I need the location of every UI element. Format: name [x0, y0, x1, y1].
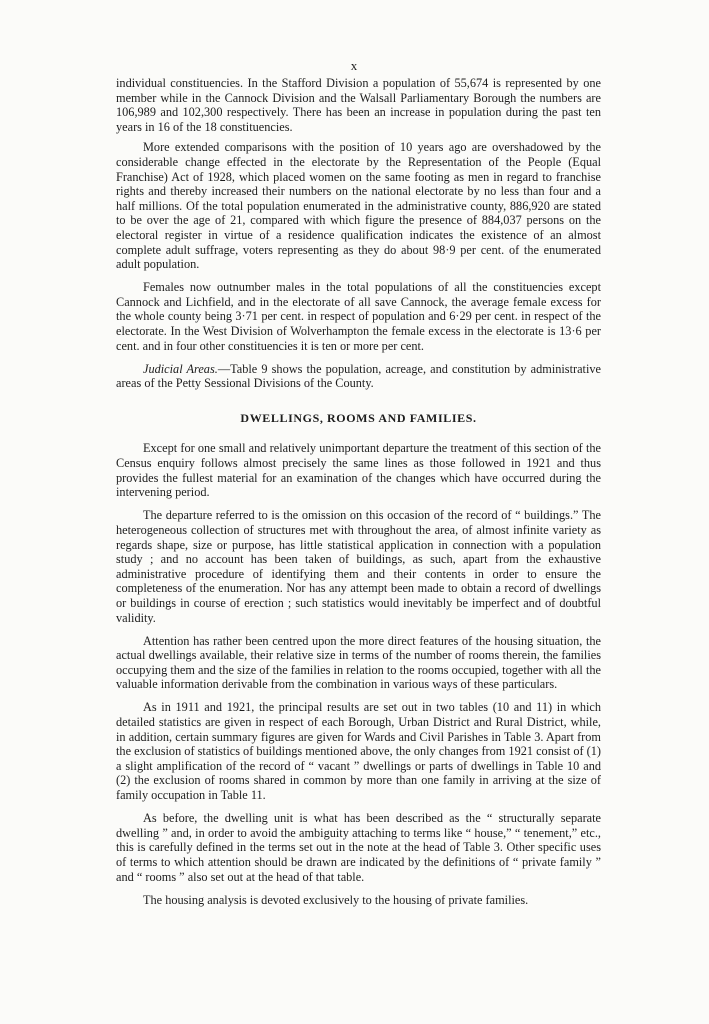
paragraph-dwelling-unit: As before, the dwelling unit is what has been described as the “ structurally separate dwelling ” and, in order to avoid the ambiguity attaching to terms like “ house,” “ tenement,” etc., this is carefully defined in the terms set out in the note at the head of Table 3. Other specific uses of terms to which attention should be drawn are indicated by the definitions of “ private family ” and “ rooms ” also set out at the head of that table. [116, 811, 601, 884]
paragraph-departure: The departure referred to is the omission on this occasion of the record of “ buildings.” The heterogeneous collection of structures met with throughout the area, of almost infinite variety as regards shape, size or purpose, has little statistical application in connection with a population study ; and no account has been taken of buildings, as such, apart from the exhaustive administrative procedure of identifying them and their contents in order to ensure the completeness of the enumeration. Nor has any attempt been made to obtain a record of dwellings or buildings in course of erection ; such statistics would inevitably be imperfect and of doubtful validity. [116, 508, 601, 625]
paragraph-principal-results: As in 1911 and 1921, the principal results are set out in two tables (10 and 11) in which detailed statistics are given in respect of each Borough, Urban District and Rural District, while, in addition, certain summary figures are given for Wards and Civil Parishes in Table 3. Apart from the exclusion of statistics of buildings mentioned above, the only changes from 1921 consist of (1) a slight amplification of the record of “ vacant ” dwellings or parts of dwellings in Table 10 and (2) the exclusion of rooms shared in common by more than one family in arriving at the size of family occupation in Table 11. [116, 700, 601, 803]
page-number: x [350, 58, 359, 73]
section-heading: DWELLINGS, ROOMS AND FAMILIES. [240, 410, 477, 425]
paragraph-judicial-areas [116, 362, 601, 391]
paragraph-continuation: individual constituencies. In the Stafford Division a population of 55,674 is represented by one member while in the Cannock Division and the Walsall Parliamentary Borough the numbers are 106,989 and 102,300 respectively. There has been an increase in population during the past ten years in 16 of the 18 constituencies. [116, 76, 601, 134]
paragraph-females: Females now outnumber males in the total populations of all the constituencies except Cannock and Lichfield, and in the electorate of all save Cannock, the average female excess for the whole county being 3·71 per cent. in respect of population and 6·29 per cent. in respect of the electorate. In the West Division of Wolverhampton the female excess in the electorate is 13·6 per cent. and in four other constituencies it is ten or more per cent. [116, 280, 601, 353]
judicial-areas-lead: Judicial Areas. [143, 361, 218, 376]
paragraph-except: Except for one small and relatively unimportant departure the treatment of this section of the Census enquiry follows almost precisely the same lines as those followed in 1921 and thus provides the fullest material for an examination of the changes which have occurred during the intervening period. [116, 441, 601, 500]
judicial-areas-text: —Table 9 shows the population, acreage, and constitution by administrative areas of the Petty Sessional Divisions of the County. [116, 361, 601, 391]
paragraph-housing-analysis: The housing analysis is devoted exclusively to the housing of private families. [143, 892, 529, 907]
paragraph-franchise: More extended comparisons with the position of 10 years ago are overshadowed by the considerable change effected in the electorate by the Representation of the People (Equal Franchise) Act of 1928, which placed women on the same footing as men in regard to franchise rights and thereby increased their numbers on the national electorate by no less than four and a half millions. Of the total population enumerated in the administrative county, 886,920 are stated to be over the age of 21, compared with which figure the presence of 884,037 persons on the electoral register in virtue of a residence qualification indicates the existence of an almost complete adult suffrage, voters representing as they do about 98·9 per cent. of the enumerated adult population. [116, 140, 601, 272]
paragraph-attention: Attention has rather been centred upon the more direct features of the housing situation, the actual dwellings available, their relative size in terms of the number of rooms therein, the families occupying them and the size of the families in relation to the rooms occupied, together with all the valuable information derivable from the combination in various ways of these particulars. [116, 633, 601, 692]
page-body [116, 76, 601, 916]
